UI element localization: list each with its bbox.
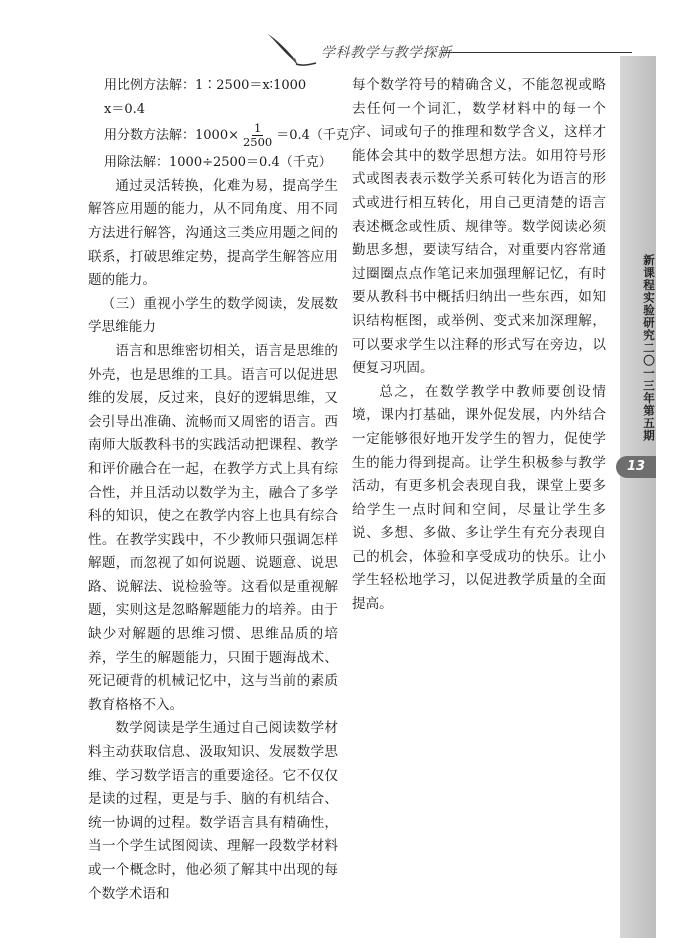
side-tab: [620, 56, 656, 938]
fraction-numerator: 1: [253, 121, 262, 136]
paragraph-conversion: 通过灵活转换，化难为易，提高学生解答应用题的能力，从不同角度、用不同方法进行解答，沟通这三类应用题之间的联系，打破思维定势，提高学生解答应用题的能力。: [88, 177, 338, 289]
section-heading-3: （三）重视小学生的数学阅读，发展数学思维能力: [88, 295, 338, 336]
header-title: 学科教学与教学探新: [321, 45, 452, 61]
equation-fraction-prefix: 用分数方法解：1000×: [104, 128, 239, 144]
right-column: [352, 74, 606, 617]
paragraph-continued: 每个数学符号的精确含义，不能忽视或略去任何一个词汇，数学材料中的每一个字、词或句子的推理和数学含义，这样才能体会其中的数学思想方法。如用符号形式或图表表示数学关系可转化为语言的形式或进行相互转化，用自己更清楚的语言表述概念或性质、规律等。数学阅读必须勤思多想，要读写结合，对重要内容常通过圈圈点点作笔记来加强理解记忆，有时要从教科书中概括归纳出一些东西，如知识结构框图，或举例、变式来加深理解，可以要求学生以注释的形式写在旁边，以便复习巩固。: [352, 77, 606, 377]
issue-label: 二〇一三年第五期: [642, 342, 656, 442]
fraction-denominator: 2500: [242, 135, 273, 150]
equation-x: x＝0.4: [104, 101, 146, 117]
left-column: [88, 74, 362, 906]
equation-fraction: [88, 121, 362, 151]
paragraph-math-reading: 数学阅读是学生通过自己阅读数学材料主动获取信息、汲取知识、发展数学思维、学习数学语言的重要途径。它不仅仅是读的过程，更是与手、脑的有机结合、统一协调的过程。数学语言具有精确性，当一个学生试图阅读、理解一段数学材料或一个概念时，他必须了解其中出现的每个数学术语和: [88, 720, 338, 902]
page-number: 13: [616, 456, 656, 478]
equation-fraction-suffix: ＝0.4（千克）: [276, 128, 362, 144]
journal-name: 新课程实验研究: [642, 254, 656, 342]
header-rule: [442, 52, 632, 53]
equation-division: 用除法解：1000÷2500＝0.4（千克）: [104, 155, 332, 171]
equation-ratio: 用比例方法解：1∶2500＝x∶1000: [104, 78, 307, 93]
pen-icon: [262, 32, 318, 68]
paragraph-summary: 总之，在数学教学中教师要创设情境，课内打基础，课外促发展，内外结合一定能够很好地开发学生的智力，促使学生的能力得到提高。让学生积极参与教学活动，有更多机会表现自我，课堂上要多给学生一点时间和空间，尽量让学生多说、多想、多做、多让学生有充分表现自己的机会，体验和享受成功的快乐。让小学生轻松地学习，以促进教学质量的全面提高。: [352, 383, 606, 613]
page-header: [0, 0, 680, 70]
paragraph-language-thinking: 语言和思维密切相关，语言是思维的外壳，也是思维的工具。语言可以促进思维的发展，反过来，良好的逻辑思维，又会引导出准确、流畅而又周密的语言。西南师大版教科书的实践活动把课程、教学和评价融合在一起，在教学方式上具有综合性，并且活动以数学为主，融合了多学科的知识，使之在教学内容上也具有综合性。在教学实践中，不少教师只强调怎样解题，而忽视了如何说题、说题意、说思路、说解法、说检验等。这看似是重视解题，实则这是忽略解题能力的培养。由于缺少对解题的思维习惯、思维品质的培养，学生的解题能力，只囿于题海战术、死记硬背的机械记忆中，这与当前的素质教育格格不入。: [88, 342, 338, 713]
fraction: [241, 122, 274, 149]
